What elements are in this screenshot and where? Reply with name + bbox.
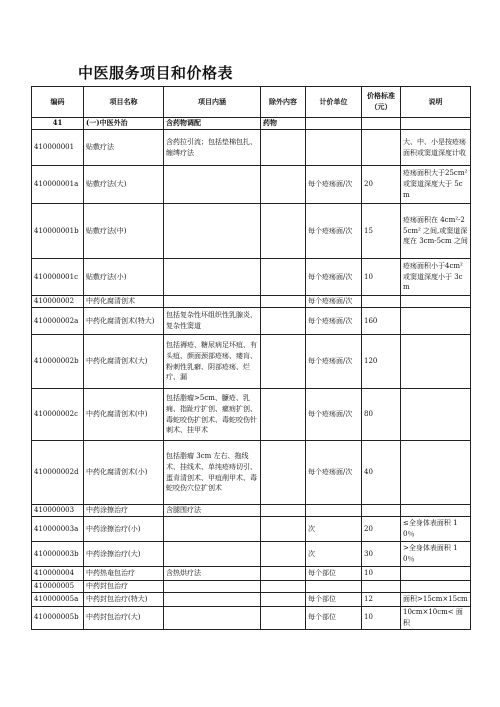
- table-row: [32, 581, 471, 593]
- row-unit: 次: [306, 542, 362, 567]
- col-header-exclude: 除外内容: [261, 87, 306, 118]
- row-exclude: [261, 581, 306, 593]
- row-name: 中药封包治疗(大): [84, 607, 164, 630]
- row-note: [401, 505, 471, 517]
- section-row: [32, 118, 471, 130]
- section-content: 含药物调配: [164, 118, 261, 130]
- row-name: 中药涂擦治疗(小): [84, 517, 164, 542]
- row-note: [401, 441, 471, 505]
- table-row: [32, 296, 471, 308]
- row-exclude: [261, 441, 306, 505]
- table-row: [32, 505, 471, 517]
- row-content: 包括脂瘤 3cm 左右、拖线术、挂线术、单纯疮痔切引、蛋肯清创术、甲疽削甲术、毒蛇咬伤穴位扩创术: [164, 441, 261, 505]
- table-row: [32, 130, 471, 166]
- page-title: 中医服务项目和价格表: [78, 64, 234, 82]
- row-code: 410000004: [32, 567, 84, 581]
- row-exclude: [261, 166, 306, 204]
- row-content: [164, 581, 261, 593]
- row-content: 包括脂瘤>5cm、臁疮、乳痈、指趾疔扩创、瘰疬扩创、毒蛇咬伤扩创术、毒蛇咬伤针刺术、挂甲术: [164, 389, 261, 441]
- row-content: [164, 607, 261, 630]
- row-unit: 每个疮疡面/次: [306, 166, 362, 204]
- table-row: [32, 593, 471, 607]
- row-note: [401, 567, 471, 581]
- row-name: 中药化腐清创术(中): [84, 389, 164, 441]
- row-content: 包括褥疮、糖尿病足坏疽、有头疽、颜面颈部疮疡、瘘肓、粉刺性乳癖、阴部疮疡、烂疔、漏: [164, 335, 261, 389]
- row-unit: 每个疮疡面/次: [306, 308, 362, 335]
- row-note: >全身体表面积 10％: [401, 542, 471, 567]
- row-exclude: [261, 335, 306, 389]
- row-price: 120: [362, 335, 401, 389]
- section-name: (一)中医外治: [84, 118, 164, 130]
- table-row: [32, 166, 471, 204]
- table-row: [32, 389, 471, 441]
- row-content: [164, 204, 261, 259]
- row-name: 中药封包治疗: [84, 581, 164, 593]
- row-name: 中药化腐清创术(小): [84, 441, 164, 505]
- row-price: 10: [362, 259, 401, 296]
- price-table: [31, 86, 471, 630]
- header-row: [32, 87, 471, 118]
- section-code: 41: [32, 118, 84, 130]
- row-code: 410000003b: [32, 542, 84, 567]
- row-unit: 每个部位: [306, 567, 362, 581]
- row-note: 疮疡面积在 4cm²-25cm² 之间,或窦道深度在 3cm-5cm 之间: [401, 204, 471, 259]
- row-content: [164, 166, 261, 204]
- row-exclude: [261, 567, 306, 581]
- row-content: [164, 593, 261, 607]
- col-header-content: 项目内涵: [164, 87, 261, 118]
- row-note: 面积>15cm×15cm: [401, 593, 471, 607]
- row-price: 30: [362, 542, 401, 567]
- row-unit: [306, 505, 362, 517]
- row-note: [401, 581, 471, 593]
- row-exclude: [261, 296, 306, 308]
- row-unit: [306, 581, 362, 593]
- table-row: [32, 607, 471, 630]
- row-price: 20: [362, 517, 401, 542]
- col-header-price: 价格标准 （元）: [362, 87, 401, 118]
- table-row: [32, 441, 471, 505]
- row-name: 贴敷疗法: [84, 130, 164, 166]
- row-note: 大、中、小是按疮疡面积或窦道深度计收: [401, 130, 471, 166]
- row-code: 410000001b: [32, 204, 84, 259]
- col-header-unit: 计价单位: [306, 87, 362, 118]
- table-row: [32, 567, 471, 581]
- col-header-note: 说明: [401, 87, 471, 118]
- row-note: [401, 389, 471, 441]
- row-price: 10: [362, 567, 401, 581]
- table-row: [32, 308, 471, 335]
- table-row: [32, 542, 471, 567]
- row-name: 中药化腐清创术: [84, 296, 164, 308]
- col-header-name: 项目名称: [84, 87, 164, 118]
- row-exclude: [261, 259, 306, 296]
- row-exclude: [261, 505, 306, 517]
- row-code: 410000002a: [32, 308, 84, 335]
- row-content: 含腿围疗法: [164, 505, 261, 517]
- row-note: 疮疡面积小于4cm²或窦道深度小于 3cm: [401, 259, 471, 296]
- row-exclude: [261, 308, 306, 335]
- row-exclude: [261, 389, 306, 441]
- row-exclude: [261, 607, 306, 630]
- row-note: 10cm×10cm< 面积: [401, 607, 471, 630]
- row-unit: 每个部位: [306, 593, 362, 607]
- row-code: 410000001c: [32, 259, 84, 296]
- row-price: 10: [362, 607, 401, 630]
- row-exclude: [261, 517, 306, 542]
- row-name: 中药热奄包治疗: [84, 567, 164, 581]
- row-code: 410000005b: [32, 607, 84, 630]
- row-content: 含药拉引流；包括垫棉包扎、缠缚疗法: [164, 130, 261, 166]
- row-content: [164, 296, 261, 308]
- row-exclude: [261, 593, 306, 607]
- row-exclude: [261, 130, 306, 166]
- table-row: [32, 259, 471, 296]
- row-code: 410000002b: [32, 335, 84, 389]
- row-name: 中药化腐清创术(特大): [84, 308, 164, 335]
- row-code: 410000003: [32, 505, 84, 517]
- row-note: [401, 335, 471, 389]
- col-header-code: 编码: [32, 87, 84, 118]
- row-content: [164, 259, 261, 296]
- table-row: [32, 335, 471, 389]
- row-exclude: [261, 204, 306, 259]
- row-price: 40: [362, 441, 401, 505]
- row-code: 410000002: [32, 296, 84, 308]
- row-content: 含热烘疗法: [164, 567, 261, 581]
- row-note: ≤全身体表面积 10％: [401, 517, 471, 542]
- row-name: 中药封包治疗(特大): [84, 593, 164, 607]
- row-code: 410000003a: [32, 517, 84, 542]
- row-price: 80: [362, 389, 401, 441]
- table-row: [32, 204, 471, 259]
- row-exclude: [261, 542, 306, 567]
- row-code: 410000005: [32, 581, 84, 593]
- row-content: 包括复杂性坏组织性乳腺炎、复杂性窦道: [164, 308, 261, 335]
- row-price: 15: [362, 204, 401, 259]
- row-unit: 每个疮疡面/次: [306, 204, 362, 259]
- row-unit: 每个疮疡面/次: [306, 259, 362, 296]
- row-note: [401, 308, 471, 335]
- row-code: 410000001: [32, 130, 84, 166]
- section-exclude: 药物: [261, 118, 306, 130]
- row-price: 12: [362, 593, 401, 607]
- table-row: [32, 517, 471, 542]
- row-unit: 每个疮疡面/次: [306, 441, 362, 505]
- row-note: [401, 296, 471, 308]
- row-code: 410000002c: [32, 389, 84, 441]
- row-code: 410000002d: [32, 441, 84, 505]
- row-unit: 每个疮疡面/次: [306, 389, 362, 441]
- row-price: 160: [362, 308, 401, 335]
- row-price: [362, 296, 401, 308]
- row-note: 疮疡面积大于25cm²或窦道深度大于 5cm: [401, 166, 471, 204]
- row-unit: 每个疮疡面/次: [306, 296, 362, 308]
- row-content: [164, 542, 261, 567]
- row-name: 中药化腐清创术(大): [84, 335, 164, 389]
- row-code: 410000005a: [32, 593, 84, 607]
- row-unit: 每个部位: [306, 607, 362, 630]
- row-name: 贴敷疗法(中): [84, 204, 164, 259]
- row-unit: [306, 130, 362, 166]
- row-price: [362, 581, 401, 593]
- row-unit: 每个疮疡面/次: [306, 335, 362, 389]
- row-name: 贴敷疗法(小): [84, 259, 164, 296]
- row-price: [362, 505, 401, 517]
- row-price: 20: [362, 166, 401, 204]
- row-name: 中药涂擦治疗(大): [84, 542, 164, 567]
- row-name: 贴敷疗法(大): [84, 166, 164, 204]
- row-price: [362, 130, 401, 166]
- row-unit: 次: [306, 517, 362, 542]
- row-name: 中药涂擦治疗: [84, 505, 164, 517]
- row-content: [164, 517, 261, 542]
- row-code: 410000001a: [32, 166, 84, 204]
